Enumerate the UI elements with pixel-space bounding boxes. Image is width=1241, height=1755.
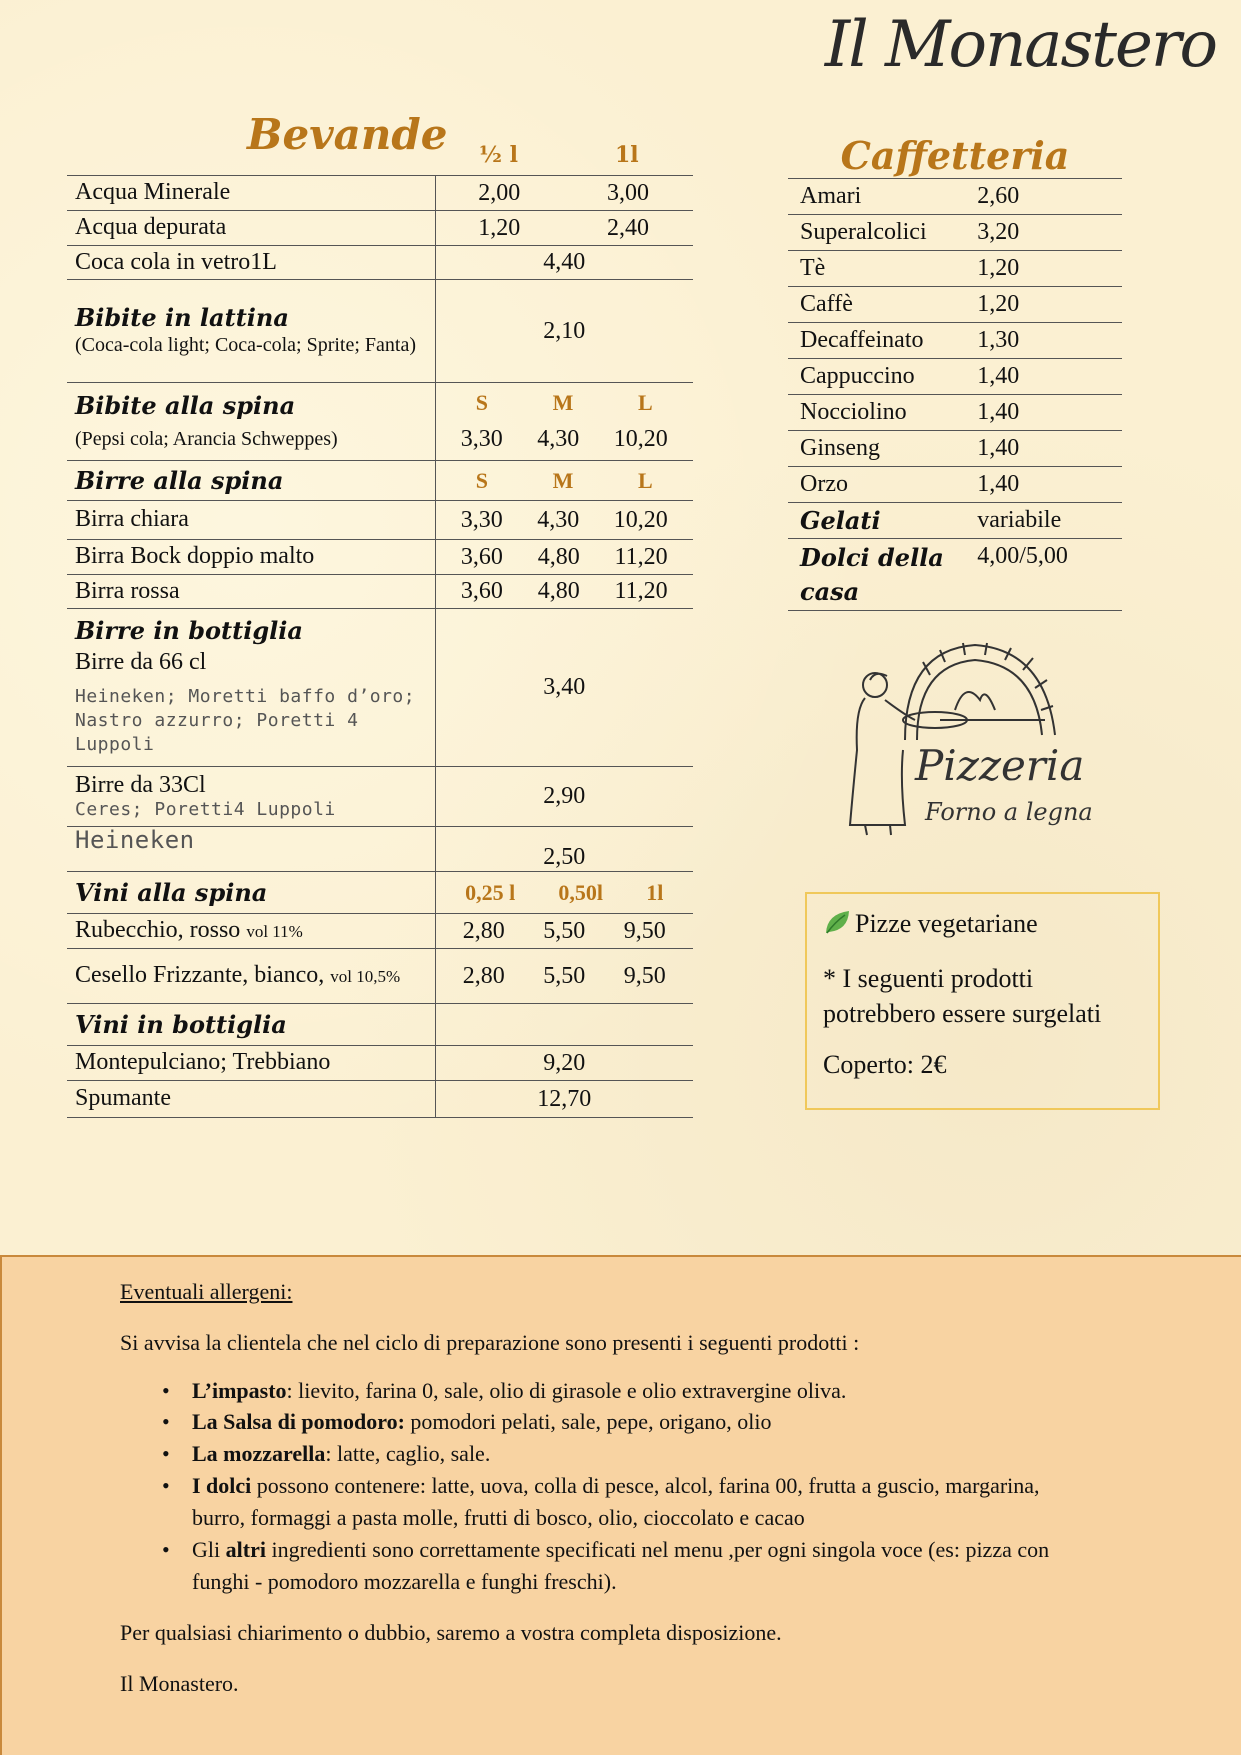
item-price: 1,20 [977,255,1020,281]
table-row [788,467,1122,503]
list-item [162,1470,1062,1534]
allergens-intro: Si avvisa la clientela che nel ciclo di preparazione sono presenti i seguenti prodotti : [120,1329,860,1355]
list-item [162,1438,1062,1470]
item-desc: Heineken [67,827,435,872]
table-row [67,872,693,914]
item-text: possono contenere: latte, uova, colla di pesce, alcol, farina 00, frutta a guscio, margarina, burro, formaggi a pasta molle, frutti di bosco, olio, cioccolato e cacao [192,1473,1040,1531]
brand-title: Il Monastero [824,8,1216,82]
item-name-33: Birre da 33Cl [75,772,206,799]
table-row [788,431,1122,467]
frozen-note: * I seguenti prodotti potrebbero essere surgelati [823,964,1102,1029]
item-desc: (Pepsi cola; Arancia Schweppes) [75,427,338,450]
item-name: Amari [800,183,862,209]
allergens-sign: Il Monastero. [120,1670,239,1696]
category-title: Vini alla spina [67,872,435,914]
table-row [788,215,1122,251]
table-row [67,501,693,540]
price-025: 2,80 [462,917,505,944]
wine-name: Rubecchio, rosso [75,917,241,944]
item-bold: La Salsa di pomodoro: [192,1409,405,1435]
list-item [162,1406,1062,1438]
table-row [67,609,693,767]
item-text: ingredienti sono correttamente specificati nel menu ,per ogni singola voce (es: pizza con funghi - pomodoro mozzarella e funghi freschi). [192,1537,1050,1594]
table-row [67,1004,693,1046]
col-one-liter: 1l [615,142,639,168]
bevande-table [67,175,693,1118]
size-m: M [552,390,574,415]
item-desc: Heineken; Moretti baffo d’oro; Nastro azzurro; Poretti 4 Luppoli [75,685,416,756]
size-prices [444,426,686,453]
price-m: 4,80 [537,543,580,570]
size-header [444,390,686,416]
table-row [67,949,693,1004]
size-header [435,461,693,501]
price-m: 4,30 [537,506,580,533]
item-price: 3,00 [607,179,649,206]
size-prices [435,914,693,949]
item-text: pomodori pelati, sale, pepe, origano, olio [404,1409,772,1435]
item-name: Nocciolino [800,399,907,425]
item-name: Birra Bock doppio malto [67,540,435,575]
item-name: Gelati [800,506,881,535]
table-row [67,246,693,280]
allergens-list [162,1375,1241,1598]
size-prices [435,575,693,609]
item-name [67,767,435,827]
category-title: Bibite in lattina [75,303,289,333]
table-row [67,540,693,575]
item-price: 2,90 [543,783,586,809]
caffetteria-title: Caffetteria [840,133,1070,178]
item-name: Birra rossa [67,575,435,609]
pizzeria-logo [845,640,1093,870]
item-price: 2,60 [977,183,1020,209]
price-m: 4,30 [537,426,580,452]
price-l: 10,20 [613,506,668,533]
table-row [67,827,693,872]
table-row [788,251,1122,287]
leaf-icon [823,908,851,945]
item-desc: (Coca-cola light; Coca-cola; Sprite; Fanta) [75,333,416,356]
table-row [67,575,693,609]
price-050: 5,50 [543,962,586,989]
item-text: : latte, caglio, sale. [325,1441,491,1467]
price-s: 3,60 [460,578,503,604]
logo-text-forno: Forno a legna [925,798,1093,826]
size-prices [435,540,693,575]
veg-label: Pizze vegetariane [855,909,1038,938]
item-price: 12,70 [537,1085,592,1112]
caffetteria-section [788,133,1122,611]
table-row [788,179,1122,215]
size-price-grid [435,383,693,461]
item-text: : lievito, farina 0, sale, olio di girasole e olio extravergine oliva. [286,1377,847,1403]
item-name: Birra chiara [67,501,435,540]
item-desc: Ceres; Poretti4 Luppoli [75,798,336,820]
wine-vol: vol 10,5% [330,967,401,987]
item-name: Decaffeinato [800,327,924,353]
list-item [162,1534,1062,1598]
item-name: Cappuccino [800,363,915,389]
logo-text-pizzeria: Pizzeria [915,741,1085,790]
price-l: 10,20 [613,426,668,452]
item-name: Ginseng [800,435,880,461]
category-title: Birre in bottiglia [75,616,303,646]
item-bold: La mozzarella [192,1441,326,1467]
allergens-closing: Per qualsiasi chiarimento o dubbio, saremo a vostra completa disposizione. [120,1619,782,1645]
item-name: Coca cola in vetro1L [67,246,435,280]
item-name [67,949,435,1004]
size-1l: 1l [646,879,664,905]
item-name: Montepulciano; Trebbiano [67,1046,435,1081]
item-price: 2,10 [543,317,586,344]
item-price: 4,40 [543,249,586,275]
allergens-section [0,1255,1241,1755]
table-row [788,503,1122,539]
price-s: 3,60 [460,543,503,570]
caffetteria-table [788,178,1122,611]
wine-vol: vol 11% [246,922,303,942]
item-text: Gli [192,1537,226,1563]
price-l: 11,20 [614,543,668,570]
price-025: 2,80 [462,962,505,989]
veg-note [823,906,1142,945]
size-s: S [475,390,489,415]
category-title: Vini in bottiglia [67,1004,435,1046]
bevande-title: Bevande [247,110,448,159]
item-bold: altri [225,1537,266,1563]
item-price: 2,00 [478,179,521,206]
item-bold: I dolci [192,1473,252,1499]
col-half-liter: ½ l [479,142,518,168]
size-header [435,872,693,914]
item-name: Dolci della casa [800,543,944,606]
item-name: Tè [800,255,826,281]
allergens-heading: Eventuali allergeni: [120,1279,293,1304]
item-price: variabile [977,507,1062,533]
coperto-note: Coperto: 2€ [823,1050,947,1080]
list-item [162,1375,1062,1407]
item-price: 2,40 [607,214,649,241]
item-name: Orzo [800,471,848,497]
item-price: 1,40 [977,399,1020,425]
table-row [788,359,1122,395]
item-name-66: Birre da 66 cl [75,649,207,676]
size-prices [435,501,693,540]
table-row [67,280,693,383]
table-row [67,211,693,246]
table-row [788,323,1122,359]
item-price: 1,20 [977,291,1020,317]
table-row [788,539,1122,611]
item-name: Acqua Minerale [67,176,435,211]
item-price: 3,20 [977,219,1020,245]
item-name [67,280,435,383]
item-name: Acqua depurata [67,211,435,246]
item-price: 9,20 [543,1049,586,1076]
table-row [788,287,1122,323]
price-050: 5,50 [543,917,586,944]
item-price: 4,00/5,00 [977,543,1068,569]
size-025: 0,25 l [465,879,516,905]
size-m: M [552,467,574,493]
price-l: 11,20 [614,578,668,604]
info-box [805,892,1160,1110]
table-row [67,767,693,827]
size-s: S [475,467,489,493]
item-name [67,914,435,949]
table-row [67,383,693,461]
size-050: 0,50l [558,879,604,905]
item-bold: L’impasto [192,1377,287,1403]
size-l: L [638,390,653,415]
empty-cell [435,1004,693,1046]
size-l: L [638,467,653,493]
item-price: 1,40 [977,363,1020,389]
item-price: 3,40 [543,674,586,700]
table-row [788,395,1122,431]
table-row [67,1046,693,1081]
item-name: Spumante [67,1081,435,1118]
item-name [67,383,435,461]
pizzeria-logo-illustration [845,640,1093,870]
item-price: 1,30 [977,327,1020,353]
table-row [67,176,693,211]
table-row [67,1081,693,1118]
price-s: 3,30 [460,506,503,533]
wine-name: Cesello Frizzante, bianco, [75,962,325,989]
category-title: Bibite alla spina [75,391,296,421]
price-1l: 9,50 [623,962,666,989]
category-title: Birre alla spina [67,461,435,501]
item-price: 1,40 [977,471,1020,497]
price-1l: 9,50 [623,917,666,944]
price-m: 4,80 [537,578,580,604]
item-name: Caffè [800,291,853,317]
item-price: 1,40 [977,435,1020,461]
item-price: 1,20 [478,214,521,241]
table-row [67,461,693,501]
item-name [67,609,435,767]
item-name: Superalcolici [800,219,927,245]
item-price: 2,50 [543,844,586,870]
price-s: 3,30 [460,426,503,452]
table-row [67,914,693,949]
size-prices [435,949,693,1004]
